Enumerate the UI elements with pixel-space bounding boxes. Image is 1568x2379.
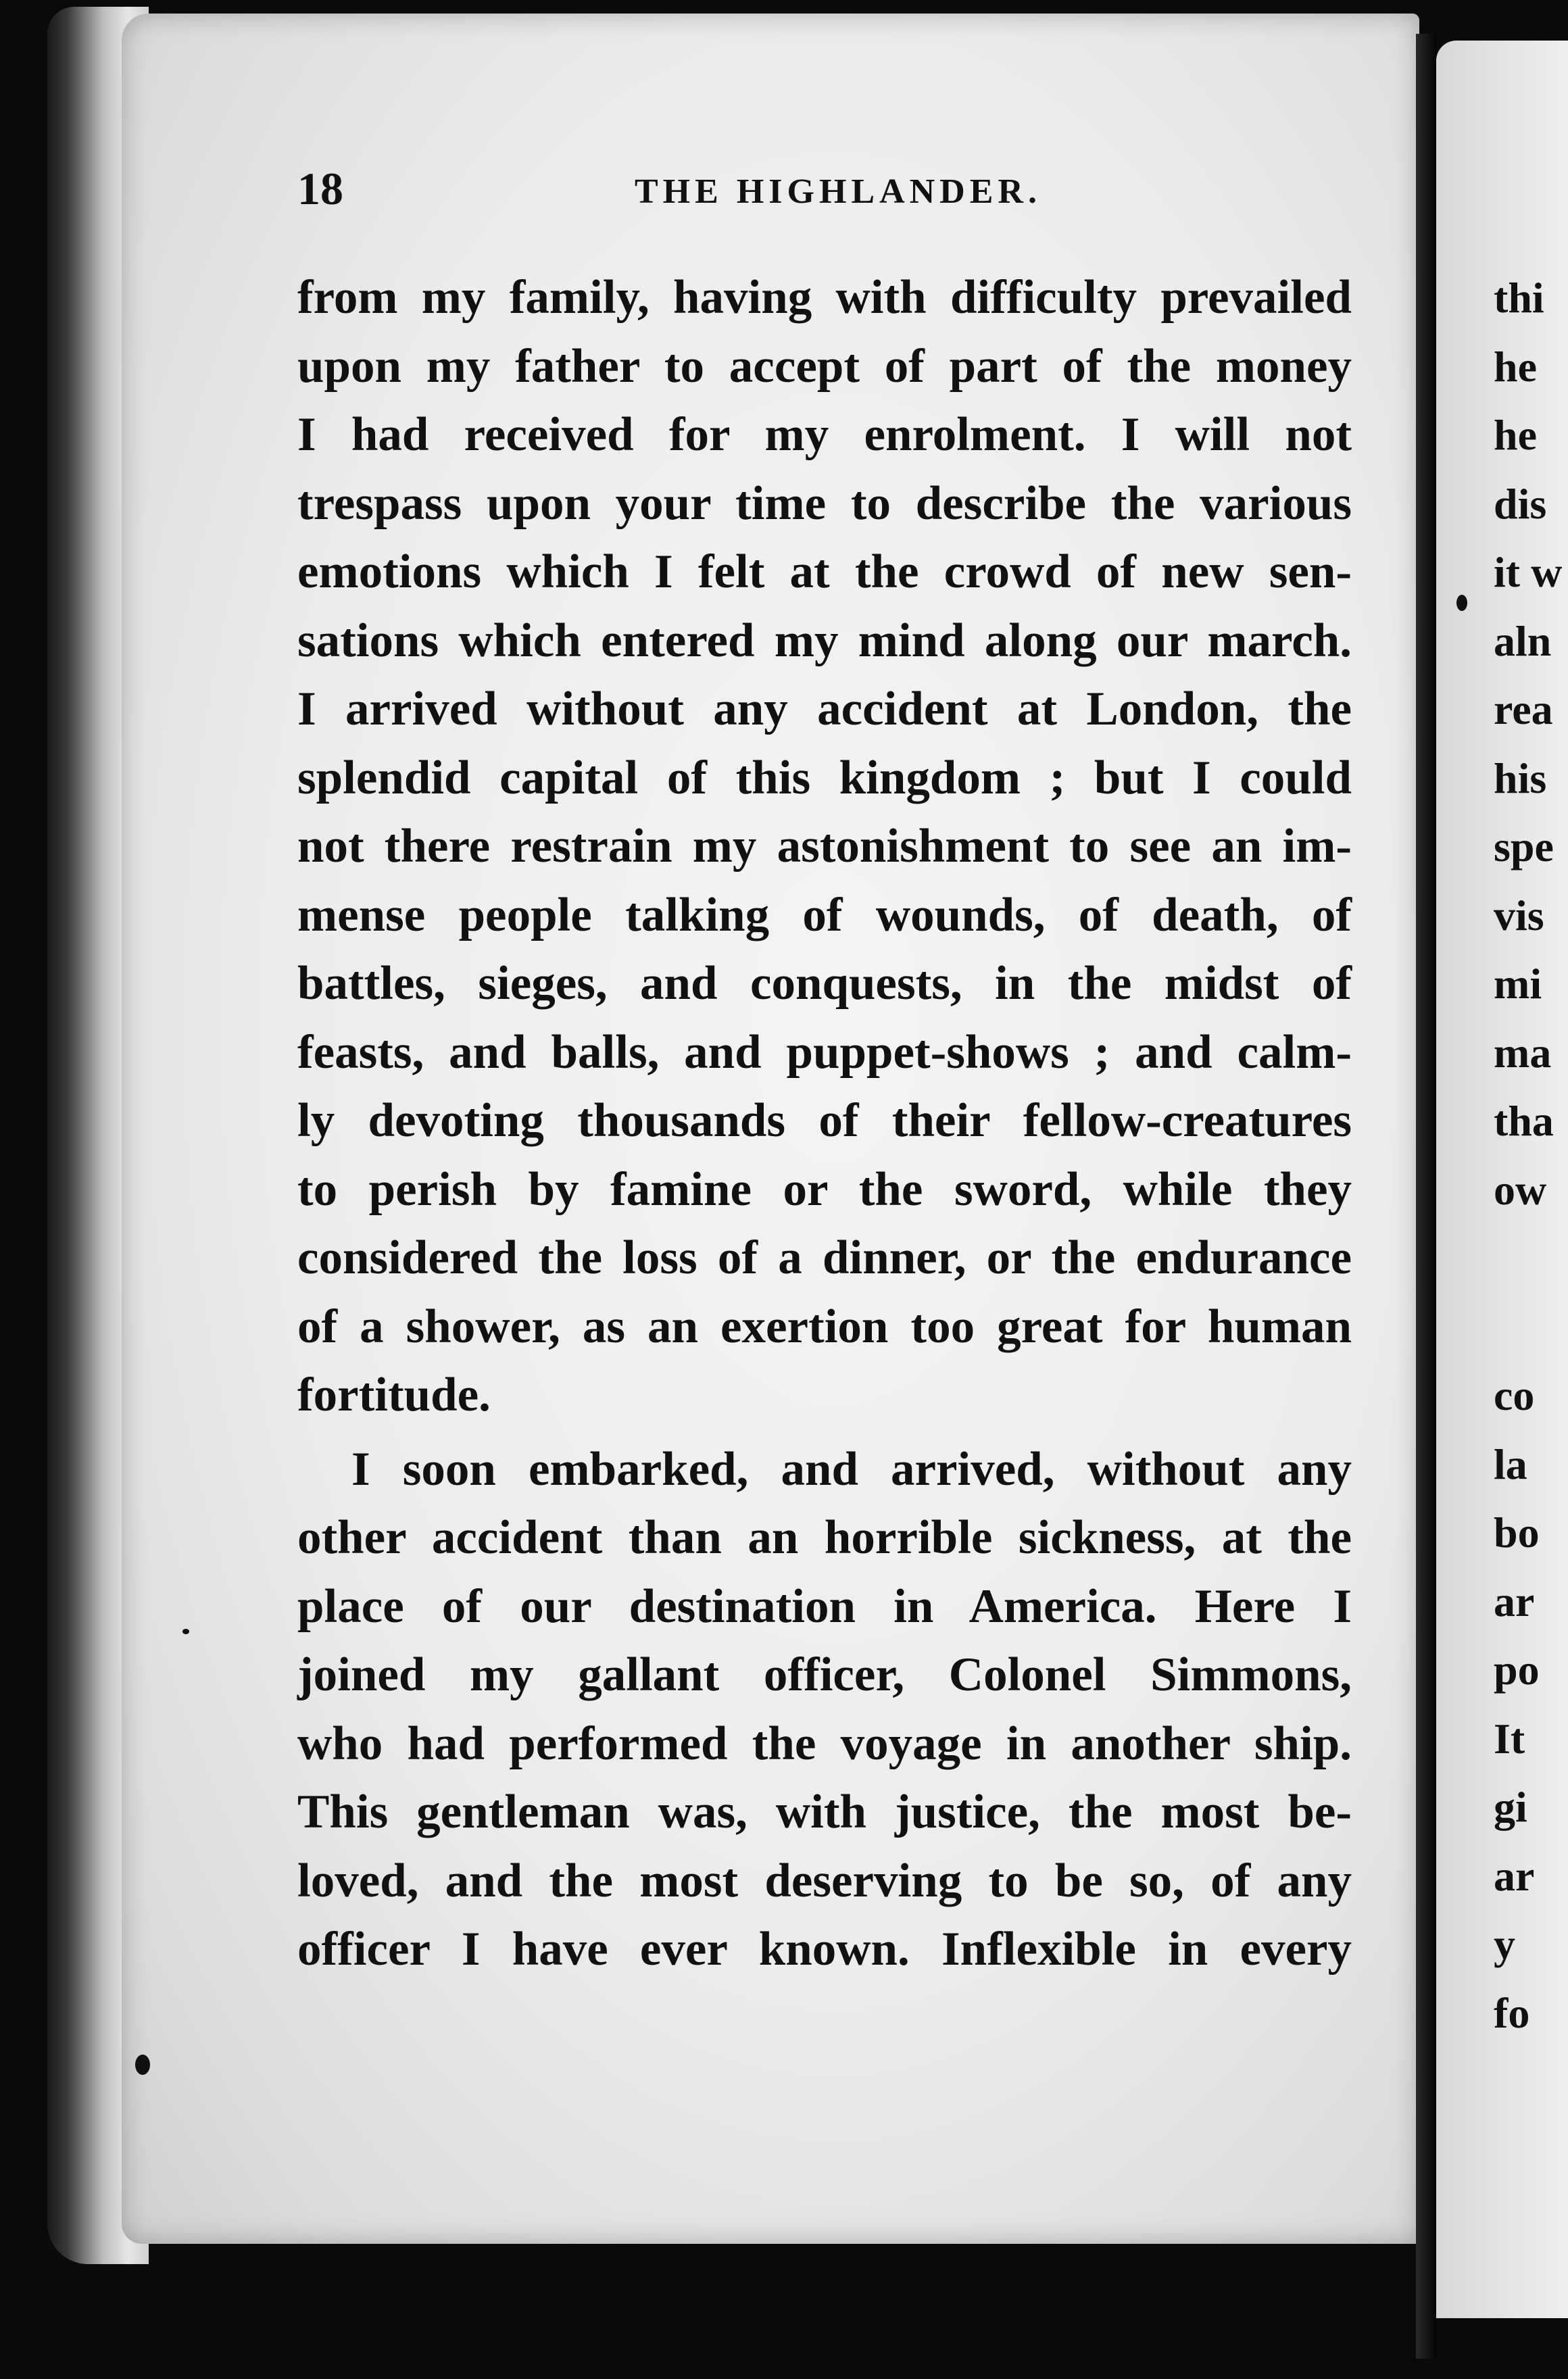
text-line: officer I have ever known. Inflexible in every	[297, 1923, 1352, 1976]
right-page-fragment: dis	[1494, 479, 1547, 528]
right-page-fragment: co	[1494, 1371, 1535, 1419]
page-number: 18	[297, 163, 343, 214]
right-page-fragment: la	[1494, 1440, 1527, 1488]
text-line: joined my gallant officer, Colonel Simmons,	[297, 1648, 1352, 1701]
right-page-fragment: spe	[1494, 823, 1554, 870]
text-line: loved, and the most deserving to be so, of any	[297, 1854, 1352, 1907]
right-page-fragment: y	[1494, 1920, 1515, 1968]
right-page-fragment: his	[1494, 754, 1547, 802]
ink-speck	[182, 1629, 189, 1634]
text-line: of a shower, as an exertion too great for human	[297, 1300, 1352, 1353]
right-page-fragment: vis	[1494, 891, 1544, 939]
text-line: upon my father to accept of part of the money	[297, 339, 1352, 393]
text-line: ly devoting thousands of their fellow-creatures	[297, 1094, 1352, 1147]
text-line: who had performed the voyage in another ship.	[297, 1717, 1352, 1770]
right-page-fragment: rea	[1494, 685, 1553, 733]
text-line: I had received for my enrolment. I will not	[297, 408, 1352, 461]
text-line: not there restrain my astonishment to see an im-	[297, 820, 1352, 873]
running-head: THE HIGHLANDER.	[635, 172, 1042, 211]
right-page-fragment: ow	[1494, 1165, 1547, 1214]
right-page-fragment: It	[1494, 1714, 1525, 1763]
right-page-fragment: he	[1494, 411, 1537, 459]
text-line: sations which entered my mind along our march.	[297, 614, 1352, 667]
right-page-fragment: ar	[1494, 1577, 1535, 1625]
right-page-fragment: mi	[1494, 960, 1542, 1008]
right-page-fragment: it w	[1494, 548, 1563, 596]
right-page-fragment: bo	[1494, 1509, 1540, 1556]
text-line: feasts, and balls, and puppet-shows ; and calm-	[297, 1025, 1352, 1079]
text-line: I arrived without any accident at London, the	[297, 683, 1352, 735]
right-page-fragment: po	[1494, 1646, 1540, 1694]
body-text	[297, 264, 1352, 1984]
right-page-fragment: thi	[1494, 274, 1544, 322]
right-page-fragment: ar	[1494, 1851, 1535, 1900]
right-page-fragment: fo	[1494, 1988, 1530, 2037]
right-page-fragment: aln	[1494, 616, 1552, 665]
text-line: This gentleman was, with justice, the most be-	[297, 1786, 1352, 1838]
ink-speck	[1456, 595, 1467, 611]
text-line: to perish by famine or the sword, while they	[297, 1162, 1352, 1216]
right-page-fragment: gi	[1494, 1783, 1527, 1831]
right-page-fragment: ma	[1494, 1028, 1552, 1077]
right-page-text-fragments	[1494, 264, 1568, 2047]
right-page-fragment: he	[1494, 342, 1537, 391]
text-line: other accident than an horrible sickness, at the	[297, 1511, 1352, 1564]
page-header	[297, 162, 1352, 216]
right-page-fragment: tha	[1494, 1097, 1554, 1145]
ink-speck	[135, 2055, 150, 2075]
text-line: emotions which I felt at the crowd of new sen-	[297, 545, 1352, 598]
text-line: from my family, having with difficulty prevailed	[297, 271, 1352, 324]
text-line: trespass upon your time to describe the various	[297, 476, 1352, 530]
text-line: considered the loss of a dinner, or the endurance	[297, 1231, 1352, 1284]
text-line: splendid capital of this kingdom ; but I could	[297, 751, 1352, 804]
text-line: mense people talking of wounds, of death, of	[297, 888, 1352, 941]
text-line: fortitude.	[297, 1369, 491, 1421]
text-line: battles, sieges, and conquests, in the midst of	[297, 957, 1352, 1010]
text-line: place of our destination in America. Here I	[297, 1579, 1352, 1633]
text-line: I soon embarked, and arrived, without any	[351, 1442, 1352, 1496]
book-gutter	[1416, 34, 1436, 2359]
